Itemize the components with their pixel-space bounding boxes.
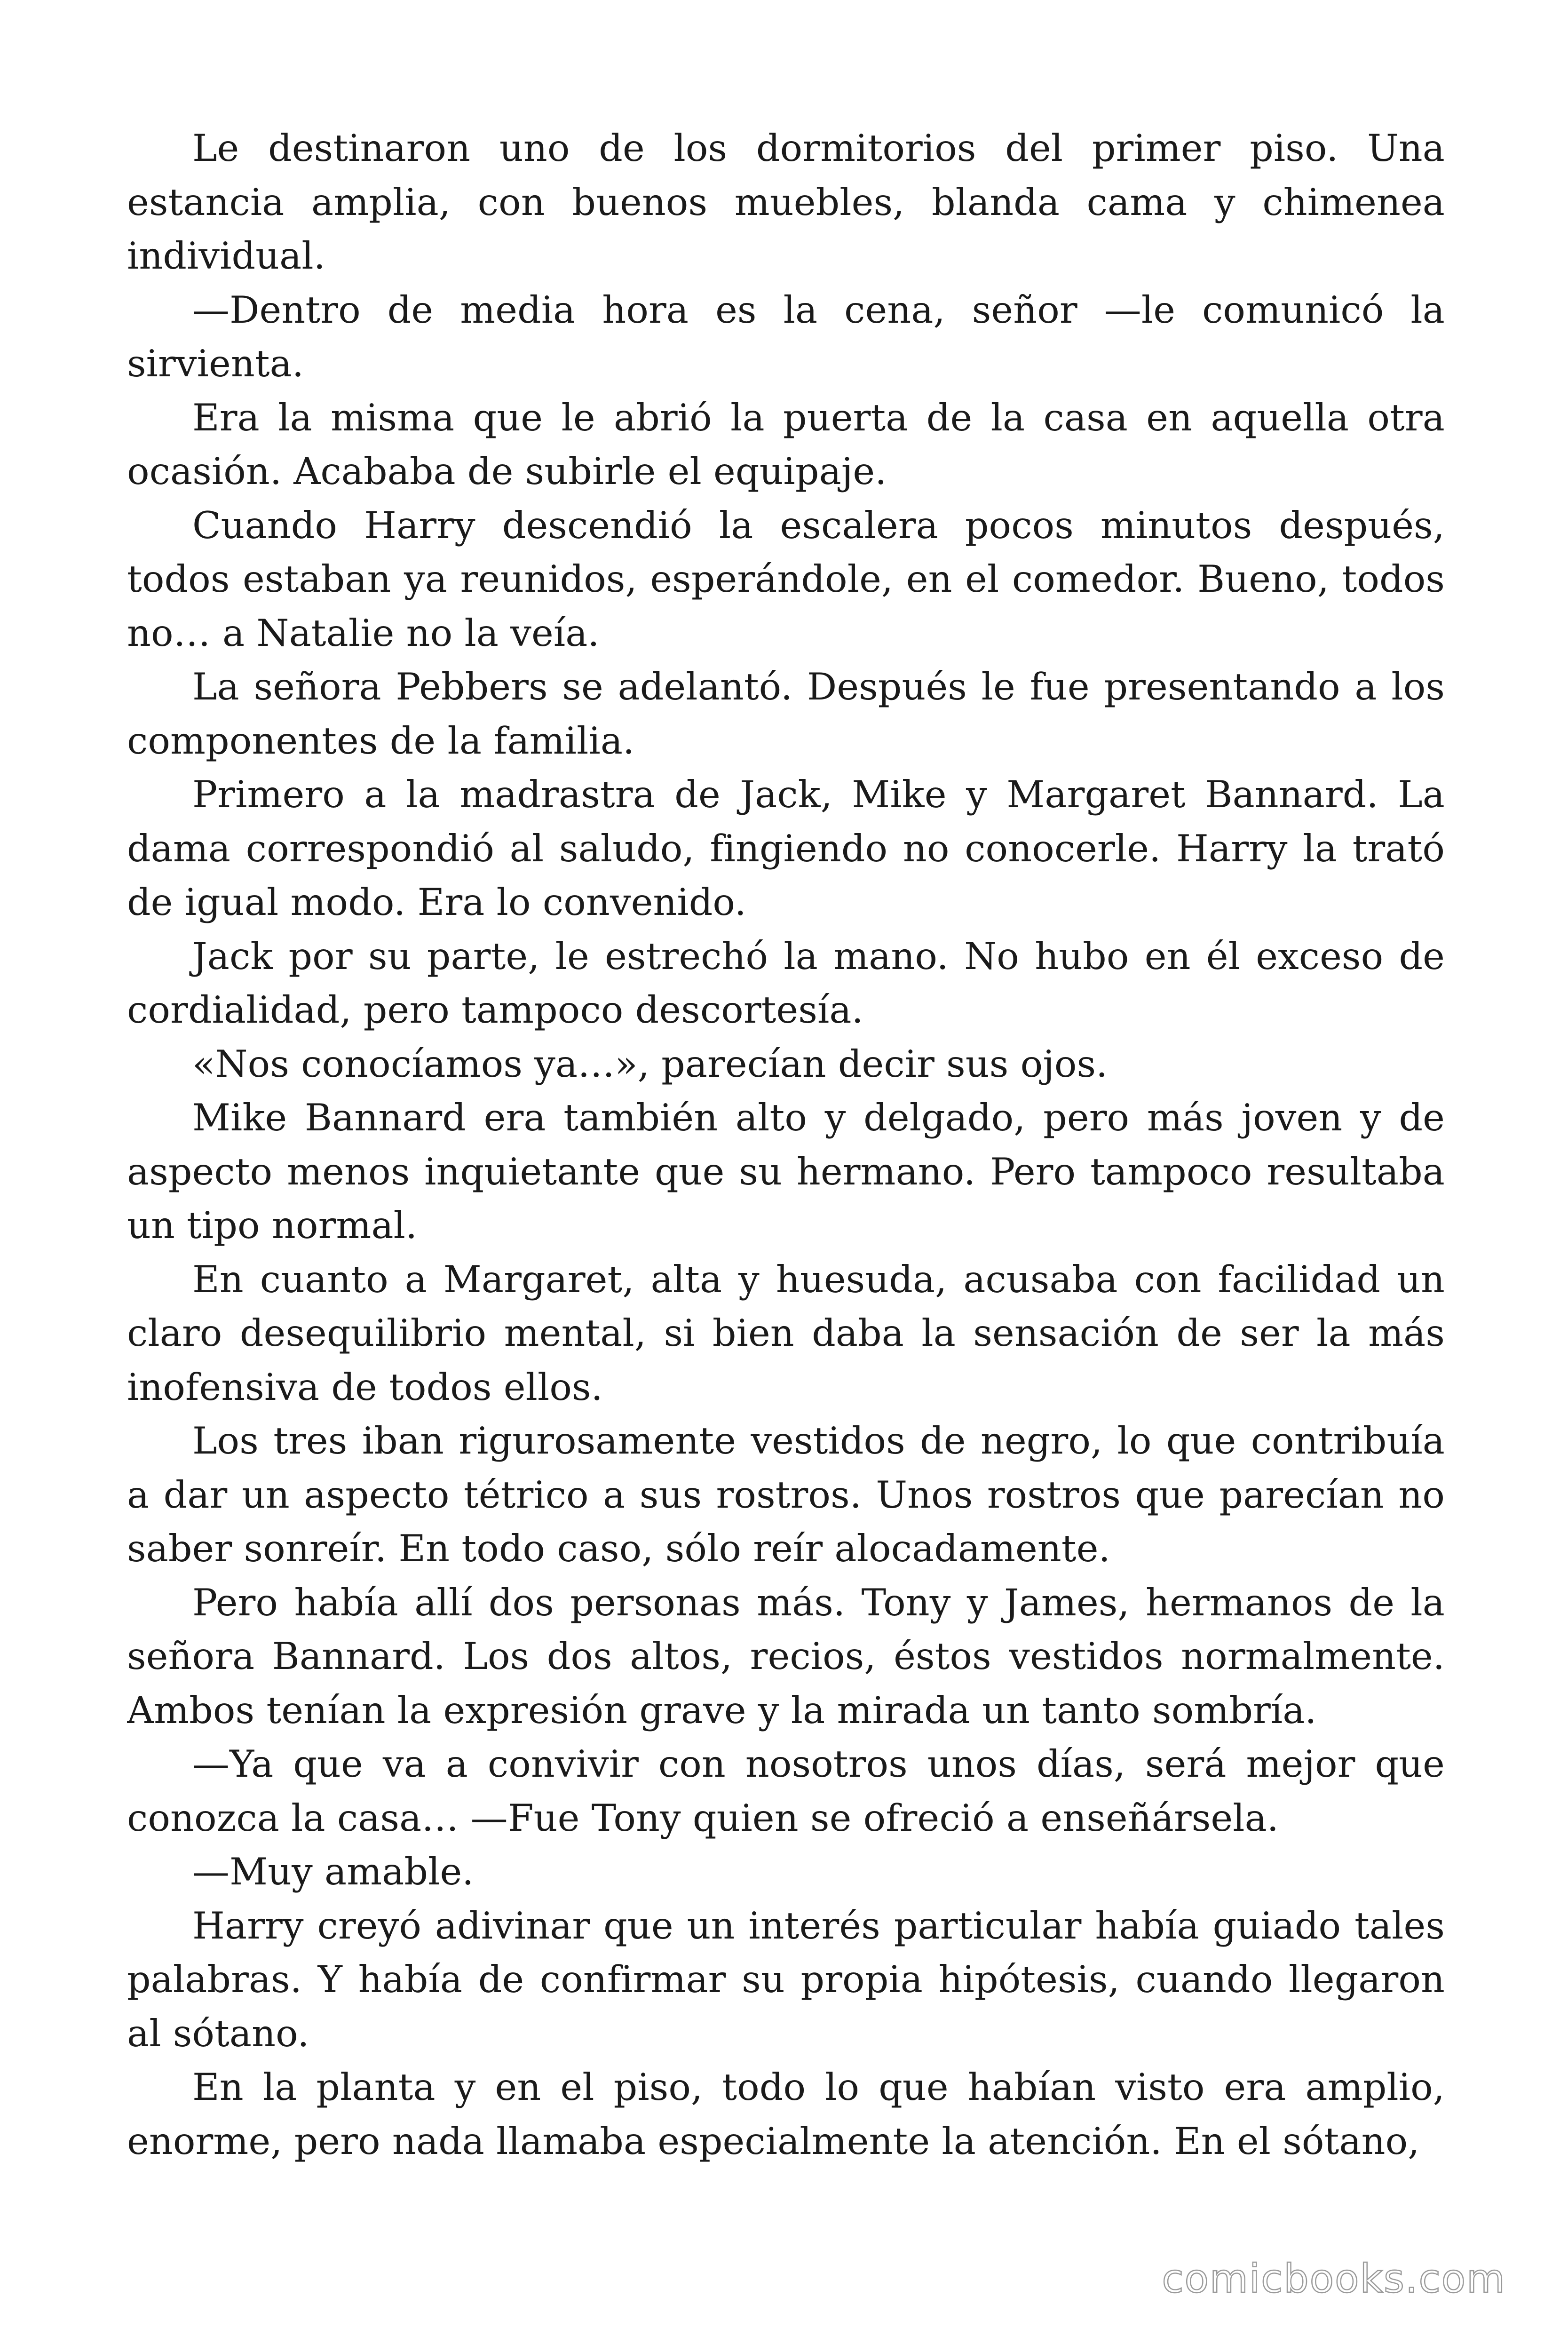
paragraph: La señora Pebbers se adelantó. Después le fue presentando a los componentes de la familia.: [127, 665, 1445, 763]
paragraph: Primero a la madrastra de Jack, Mike y Margaret Bannard. La dama correspondió al saludo, fingiendo no conocerle. Harry la trató de igual modo. Era lo convenido.: [127, 773, 1445, 924]
paragraph: Le destinaron uno de los dormitorios del primer piso. Una estancia amplia, con buenos muebles, blanda cama y chimenea individual.: [127, 127, 1445, 278]
watermark: comicbooks.com: [1162, 2256, 1506, 2302]
paragraph: —Muy amable.: [192, 1850, 474, 1893]
paragraph: «Nos conocíamos ya…», parecían decir sus ojos.: [192, 1042, 1108, 1086]
paragraph: Era la misma que le abrió la puerta de la casa en aquella otra ocasión. Acababa de subirle el equipaje.: [127, 396, 1445, 493]
paragraph: Jack por su parte, le estrechó la mano. No hubo en él exceso de cordialidad, pero tampoco descortesía.: [127, 934, 1445, 1032]
paragraph: Mike Bannard era también alto y delgado, pero más joven y de aspecto menos inquietante que su hermano. Pero tampoco resultaba un tipo normal.: [127, 1096, 1445, 1247]
paragraph: Los tres iban rigurosamente vestidos de negro, lo que contribuía a dar un aspecto tétrico a sus rostros. Unos rostros que parecían no saber sonreír. En todo caso, sólo reír alocadamente.: [127, 1419, 1445, 1570]
paragraph: En la planta y en el piso, todo lo que habían visto era amplio, enorme, pero nada llamaba especialmente la atención. En el sótano,: [127, 2066, 1445, 2163]
page-body: [127, 121, 1445, 2248]
paragraph: Pero había allí dos personas más. Tony y James, hermanos de la señora Bannard. Los dos altos, recios, éstos vestidos normalmente. Ambos tenían la expresión grave y la mirada un tanto sombría.: [127, 1581, 1445, 1732]
paragraph: —Ya que va a convivir con nosotros unos días, será mejor que conozca la casa… —Fue Tony quien se ofreció a enseñársela.: [127, 1742, 1445, 1840]
paragraph: —Dentro de media hora es la cena, señor —le comunicó la sirvienta.: [127, 288, 1445, 385]
paragraph: Cuando Harry descendió la escalera pocos minutos después, todos estaban ya reunidos, esperándole, en el comedor. Bueno, todos no… a Natalie no la veía.: [127, 503, 1445, 655]
paragraph: En cuanto a Margaret, alta y huesuda, acusaba con facilidad un claro desequilibrio mental, si bien daba la sensación de ser la más inofensiva de todos ellos.: [127, 1257, 1445, 1409]
paragraph: Harry creyó adivinar que un interés particular había guiado tales palabras. Y había de confirmar su propia hipótesis, cuando llegaron al sótano.: [127, 1904, 1445, 2055]
